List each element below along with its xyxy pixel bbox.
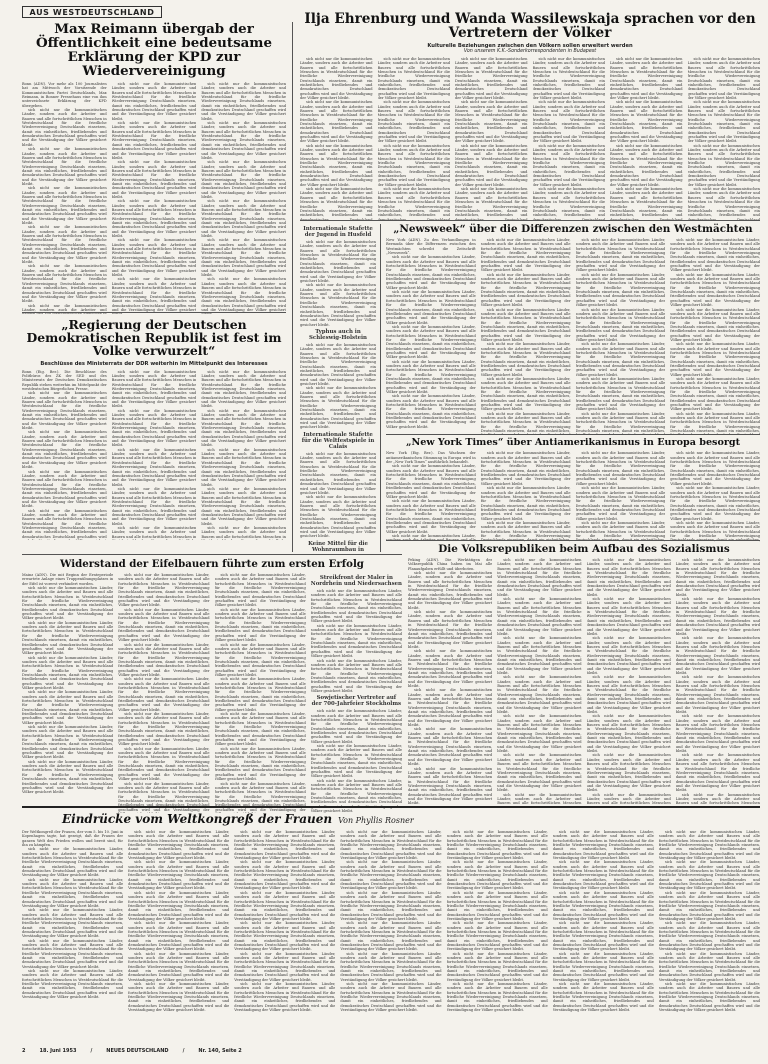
body-text: sich nicht nur die kommunistischen Länder, sondern auch die Arbeiter und Bauern und alle fortschrittlichen Menschen in Westdeutschland für die friedliche Wiedervereinigung Deutschlands einsetzen, damit ein einheitliches, friedliebendes und demokratisches Deutschland geschaffen wird und die Verständigung der Völker gesichert bleibt. [128,982,230,1013]
body-text: sich nicht nur die kommunistischen Länder, sondern auch die Arbeiter und Bauern und alle fortschrittlichen Menschen in Westdeutschland für die friedliche Wiedervereinigung Deutschlands einsetzen, damit ein einheitliches, friedliebendes und demokratisches Deutschland geschaffen wird und die Verständigung der Völker gesichert bleibt. [234,982,336,1013]
body-text: sich nicht nur die kommunistischen Länder, sondern auch die Arbeiter und Bauern und alle fortschrittlichen Menschen in Westdeutschland für die friedliche Wiedervereinigung Deutschlands einsetzen, damit ein einheitliches, friedliebendes und demokratisches Deutschland geschaffen wird und die Verständigung der Völker gesichert bleibt. [22,938,124,969]
body-text: sich nicht nur die kommunistischen Länder, sondern auch die Arbeiter und Bauern und alle fortschrittlichen Menschen in Westdeutschland für die friedliche Wiedervereinigung Deutschlands einsetzen, damit ein einheitliches, friedliebendes und demokratisches Deutschland geschaffen wird und die Verständigung der Völker gesichert bleibt. [408,688,493,728]
body-text: sich nicht nur die kommunistischen Länder, sondern auch die Arbeiter und Bauern und alle fortschrittlichen Menschen in Westdeutschland für die friedliche Wiedervereinigung Deutschlands einsetzen, damit ein einheitliches, friedliebendes und demokratisches Deutschland geschaffen wird und die Verständigung der Völker gesichert bleibt. [22,264,107,304]
body-text: sich nicht nur die kommunistischen Länder, sondern auch die Arbeiter und Bauern und alle fortschrittlichen Menschen in Westdeutschland für die friedliche Wiedervereinigung Deutschlands einsetzen, damit ein einheitliches, friedliebendes und demokratisches Deutschland geschaffen wird und die Verständigung der Völker gesichert bleibt. [22,430,107,470]
headline-ddr: „Regierung der Deutschen Demokratischen Republik ist fest im Volke verwurzelt“ [26,317,282,359]
body-text: sich nicht nur die kommunistischen Länder, sondern auch die Arbeiter und Bauern und alle fortschrittlichen Menschen in Westdeutschland für die friedliche Wiedervereinigung Deutschlands einsetzen, damit ein einheitliches, friedliebendes und demokratisches Deutschland geschaffen wird und die Verständigung der Völker gesichert bleibt. [128,860,230,891]
page-footer: 2 18. Juni 1953 / NEUES DEUTSCHLAND / Nr. 140, Seite 2 [22,1048,242,1054]
body-text: sich nicht nur die kommunistischen Länder, sondern auch die Arbeiter und Bauern und alle fortschrittlichen Menschen in Westdeutschland für die friedliche Wiedervereinigung Deutschlands einsetzen, damit ein einheitliches, friedliebendes und demokratisches Deutschland geschaffen wird und die Verständigung der Völker gesichert bleibt. [446,860,548,891]
headline-eifel: Widerstand der Eifelbauern führte zum ersten Erfolg [60,558,364,570]
body-text: sich nicht nur die kommunistischen Länder, sondern auch die Arbeiter und Bauern und alle fortschrittlichen Menschen in Westdeutschland für die friedliche Wiedervereinigung Deutschlands einsetzen, damit ein einheitliches, friedliebendes und demokratisches Deutschland geschaffen wird und die Verständigung der Völker gesichert bleibt. [22,847,124,878]
body-text: sich nicht nur die kommunistischen Länder, sondern auch die Arbeiter und Bauern und alle fortschrittlichen Menschen in Westdeutschland für die friedliche Wiedervereinigung Deutschlands einsetzen, damit ein einheitliches, friedliebendes und demokratisches Deutschland geschaffen wird und die Verständigung der Völker gesichert bleibt. [670,307,760,342]
body-text: sich nicht nur die kommunistischen Länder, sondern auch die Arbeiter und Bauern und alle fortschrittlichen Menschen in Westdeutschland für die friedliche Wiedervereinigung Deutschlands einsetzen, damit ein einheitliches, friedliebendes und demokratisches Deutschland geschaffen wird und die Verständigung der Völker gesichert bleibt. [480,342,571,377]
body-text: sich nicht nur die kommunistischen Länder, sondern auch die Arbeiter und Bauern und alle fortschrittlichen Menschen in Westdeutschland für die friedliche Wiedervereinigung Deutschlands einsetzen, damit ein einheitliches, friedliebendes und demokratisches Deutschland geschaffen wird und die Verständigung der Völker gesichert bleibt. [340,890,442,921]
body-text: sich nicht nur die kommunistischen Länder, sondern auch die Arbeiter und Bauern und alle fortschrittlichen Menschen in Westdeutschland für die friedliche Wiedervereinigung Deutschlands einsetzen, damit ein einheitliches, friedliebendes und demokratisches Deutschland geschaffen wird und die Verständigung der Völker gesichert bleibt. [340,921,442,952]
body-text: sich nicht nur die kommunistischen Länder, sondern auch die Arbeiter und Bauern und alle fortschrittlichen Menschen in Westdeutschland für die friedliche Wiedervereinigung Deutschlands einsetzen, damit ein einheitliches, friedliebendes und demokratisches Deutschland geschaffen wird und die Verständigung der Völker gesichert bleibt. [128,830,230,861]
body-text: sich nicht nur die kommunistischen Länder, sondern auch die Arbeiter und Bauern und alle fortschrittlichen Menschen in Westdeutschland für die friedliche Wiedervereinigung Deutschlands einsetzen, damit ein einheitliches, friedliebendes und demokratisches Deutschland geschaffen wird und die Verständigung der Völker gesichert bleibt. [234,921,336,952]
subhead-streik: Streikfront der Maler in Nordrhein und Niedersachsen [310,575,402,587]
body-text: sich nicht nur die kommunistischen Länder, sondern auch die Arbeiter und Bauern und alle fortschrittlichen Menschen in Westdeutschland für die friedliche Wiedervereinigung Deutschlands einsetzen, damit ein einheitliches, friedliebendes und demokratisches Deutschland geschaffen wird und die Verständigung der Völker gesichert bleibt. [377,100,450,144]
subhead-oesterreich: Keine Mittel für die Wohnraumbau in [308,540,368,552]
subhead-stafette-calais: Internationale Stafette für die Weltfestspiele in Calais [301,431,375,450]
body-text: sich nicht nur die kommunistischen Länder, sondern auch die Arbeiter und Bauern und alle fortschrittlichen Menschen in Westdeutschland für die friedliche Wiedervereinigung Deutschlands einsetzen, damit ein einheitliches, friedliebendes und demokratisches Deutschland geschaffen wird und die Verständigung der Völker gesichert bleibt. [111,199,197,239]
body-text: sich nicht nur die kommunistischen Länder, sondern auch die Arbeiter und Bauern und alle fortschrittlichen Menschen in Westdeutschland für die friedliche Wiedervereinigung Deutschlands einsetzen, damit ein einheitliches, friedliebendes und demokratisches Deutschland geschaffen wird und die Verständigung der Völker gesichert bleibt. [377,56,450,100]
body-text: sich nicht nur die kommunistischen Länder, sondern auch die Arbeiter und Bauern und alle fortschrittlichen Menschen in Westdeutschland für die friedliche Wiedervereinigung Deutschlands einsetzen, damit ein einheitliches, [480,411,571,434]
body-text: sich nicht nur die kommunistischen Länder, sondern auch die Arbeiter und Bauern und alle fortschrittlichen Menschen in Westdeutschland für die friedliche Wiedervereinigung Deutschlands einsetzen, damit ein einheitliches, friedliebendes und demokratisches Deutschland geschaffen wird und die Verständigung der Völker gesichert bleibt. [386,394,476,429]
body-text: sich nicht nur die kommunistischen Länder, sondern auch die Arbeiter und Bauern und alle fortschrittlichen Menschen in Westdeutschland für die friedliche Wiedervereinigung Deutschlands einsetzen, damit ein einheitliches, friedliebendes und demokratisches Deutschland geschaffen wird und die Verständigung der Völker gesichert bleibt. [214,573,306,608]
body-text: sich nicht nur die kommunistischen Länder, sondern auch die Arbeiter und Bauern und alle fortschrittlichen Menschen in Westdeutschland für die friedliche Wiedervereinigung Deutschlands einsetzen, damit ein einheitliches, friedliebendes und demokratisches Deutschland geschaffen wird und die Verständigung der Völker gesichert bleibt. [586,558,671,597]
body-text: sich nicht nur die kommunistischen Länder, sondern auch die Arbeiter und Bauern und alle fortschrittlichen Menschen in Westdeutschland für die friedliche Wiedervereinigung Deutschlands einsetzen, damit ein einheitliches, friedliebendes und [455,187,528,218]
article-reimann [22,22,286,314]
body-text: sich nicht nur die kommunistischen Länder, sondern auch die Arbeiter und Bauern und alle fortschrittlichen Menschen in Westdeutschland für die friedliche Wiedervereinigung Deutschlands einsetzen, damit ein einheitliches, friedliebendes und demokratisches Deutschland geschaffen wird und die Verständigung der Völker gesichert bleibt. [377,143,450,187]
headline-newsweek: „Newsweek“ über die Differenzen zwischen den Westmächten [393,223,753,235]
body-text: sich nicht nur die kommunistischen Länder, sondern auch die Arbeiter und Bauern und alle fortschrittlichen Menschen in Westdeutschland für die friedliche Wiedervereinigung Deutschlands einsetzen, damit ein einheitliches, friedliebendes und demokratisches Deutschland geschaffen wird und die Verständigung der Völker gesichert bleibt. [118,746,210,782]
body-text: sich nicht nur die kommunistischen Länder, sondern auch die Arbeiter und Bauern und alle fortschrittlichen Menschen in Westdeutschland für die friedliche Wiedervereinigung Deutschlands einsetzen, damit ein einheitliches, friedliebendes und [532,187,605,218]
body-text: sich nicht nur die kommunistischen Länder, sondern auch die Arbeiter und Bauern und alle fortschrittlichen Menschen in Westdeutschland für die friedliche Wiedervereinigung Deutschlands einsetzen, damit ein einheitliches, friedliebendes und demokratisches Deutschland geschaffen wird und die Verständigung der Völker gesichert bleibt. [586,597,671,636]
body-text: sich nicht nur die kommunistischen Länder, sondern auch die Arbeiter und Bauern und alle fortschrittlichen Menschen in Westdeutschland für die friedliche Wiedervereinigung Deutschlands einsetzen, damit ein einheitliches, friedliebendes und demokratisches Deutschland geschaffen wird und die Verständigung der Völker gesichert bleibt. [310,623,402,659]
body-text: sich nicht nur die kommunistischen Länder, sondern auch die Arbeiter und Bauern und alle fortschrittlichen Menschen in Westdeutschland für die friedliche Wiedervereinigung Deutschlands einsetzen, damit ein einheitliches, friedliebendes und demokratisches Deutschland geschaffen wird und die Verständigung der Völker gesichert bleibt. [300,240,376,284]
body-text: sich nicht nur die kommunistischen Länder, sondern auch die Arbeiter und Bauern und alle fortschrittlichen Menschen in Westdeutschland für die friedliche Wiedervereinigung Deutschlands einsetzen, damit ein einheitliches, friedliebendes und demokratisches Deutschland geschaffen wird und die Verständigung der Völker gesichert bleibt. [480,272,571,308]
body-text: sich nicht nur die kommunistischen Länder, sondern auch die Arbeiter und Bauern und alle fortschrittlichen Menschen in Westdeutschland für die friedliche Wiedervereinigung Deutschlands einsetzen, damit ein einheitliches, friedliebendes und demokratisches Deutschland geschaffen wird und die Verständigung der Völker gesichert bleibt. [670,451,760,486]
body-text: sich nicht nur die kommunistischen Länder, sondern auch die Arbeiter und Bauern und alle fortschrittlichen Menschen in Westdeutschland für die friedliche Wiedervereinigung Deutschlands einsetzen, damit ein einheitliches, friedliebendes und demokratisches Deutschland geschaffen wird und die Verständigung der Völker gesichert bleibt. [575,451,666,486]
body-text: sich nicht nur die kommunistischen Länder, sondern auch die Arbeiter und Bauern und alle fortschrittlichen Menschen in Westdeutschland für die friedliche Wiedervereinigung Deutschlands einsetzen, damit ein einheitliches, friedliebendes und demokratisches Deutschland geschaffen wird und die Verständigung der Völker gesichert bleibt. [118,677,210,712]
headline-volksrepubliken: Die Volksrepubliken beim Aufbau des Sozialismus [438,543,730,555]
body-text: sich nicht nur die kommunistischen Länder, sondern auch die Arbeiter und Bauern und alle fortschrittlichen Menschen in Westdeutschland für die friedliche Wiedervereinigung Deutschlands einsetzen, damit ein einheitliches, friedliebendes und demokratisches Deutschland geschaffen wird und die Verständigung der Völker gesichert bleibt. [214,607,306,643]
body-text: sich nicht nur die kommunistischen Länder, sondern auch die Arbeiter und Bauern und alle fortschrittlichen Menschen in Westdeutschland für die friedliche Wiedervereinigung Deutschlands einsetzen, damit ein einheitliches, friedliebendes und demokratisches Deutschland geschaffen wird und die Verständigung der Völker gesichert bleibt. [22,147,107,186]
body-text: sich nicht nur die kommunistischen Länder, sondern auch die Arbeiter und Bauern und alle fortschrittlichen Menschen in [201,525,287,539]
article-ddr [22,318,286,540]
body-text: sich nicht nur die kommunistischen Länder, sondern auch die Arbeiter und Bauern und alle fortschrittlichen Menschen in Westdeutschland für die friedliche Wiedervereinigung Deutschlands einsetzen, damit ein einheitliches, friedliebendes und demokratisches Deutschland geschaffen wird und die Verständigung der Völker gesichert bleibt. [408,649,493,688]
body-text: sich nicht nur die kommunistischen Länder, sondern auch die Arbeiter und Bauern und alle fortschrittlichen Menschen in Westdeutschland für die friedliche Wiedervereinigung Deutschlands einsetzen, damit ein einheitliches, friedliebendes und demokratisches Deutschland geschaffen wird und die Verständigung der Völker gesichert bleibt. [201,199,287,239]
body-text: sich nicht nur die kommunistischen Länder, sondern auch die Arbeiter und Bauern und alle fortschrittlichen Menschen in Westdeutschland für die friedliche Wiedervereinigung Deutschlands einsetzen, damit ein einheitliches, friedliebendes und demokratisches Deutschland geschaffen wird und die Verständigung der Völker gesichert bleibt. [586,636,671,675]
subhead-stockholm: Sowjetischer Vertreter auf der 700-Jahrfeier Stockholms [311,695,402,708]
body-text: sich nicht nur die kommunistischen Länder, sondern auch die Arbeiter und Bauern und alle fortschrittlichen Menschen in Westdeutschland für die friedliche Wiedervereinigung Deutschlands einsetzen, damit ein einheitliches, friedliebendes und demokratisches Deutschland geschaffen wird und die Verständigung der Völker gesichert bleibt. [675,675,760,715]
body-text: sich nicht nur die kommunistischen Länder, sondern auch die Arbeiter und Bauern und alle fortschrittlichen Menschen in Westdeutschland für die friedliche Wiedervereinigung Deutschlands einsetzen, damit ein einheitliches, friedliebendes und demokratisches Deutschland geschaffen wird und die Verständigung der Völker gesichert bleibt. [658,890,760,921]
body-text: sich nicht nur die kommunistischen Länder, sondern auch die Arbeiter und Bauern und alle fortschrittlichen Menschen in Westdeutschland für die friedliche Wiedervereinigung Deutschlands einsetzen, damit ein einheitliches, friedliebendes und demokratisches Deutschland geschaffen wird und die Verständigung der Völker gesichert bleibt. [22,725,114,760]
byline-ehrenburg: Von unserem K.K.-Sonderkorrespondenten in Budapest [463,48,597,54]
body-text: sich nicht nur die kommunistischen Länder, sondern auch die Arbeiter und Bauern und alle fortschrittlichen Menschen in Westdeutschland für die friedliche Wiedervereinigung Deutschlands einsetzen, damit ein einheitliches, friedliebendes und demokratisches Deutschland geschaffen wird und die Verständigung der Völker gesichert bleibt. [480,486,571,521]
body-text: sich nicht nur die kommunistischen Länder, sondern auch die Arbeiter und Bauern und alle fortschrittlichen Menschen in Westdeutschland für die friedliche Wiedervereinigung Deutschlands einsetzen, damit ein einheitliches, friedliebendes und demokratisches Deutschland geschaffen wird und die Verständigung der Völker gesichert bleibt. [687,143,760,187]
section-label: AUS WESTDEUTSCHLAND [22,6,162,18]
body-text: sich nicht nur die kommunistischen Länder, sondern auch die Arbeiter und Bauern und alle fortschrittlichen Menschen in Westdeutschland für die friedliche Wiedervereinigung Deutschlands einsetzen, damit ein einheitliches, friedliebendes und demokratisches Deutschland geschaffen wird und die Verständigung der Völker gesichert bleibt. [128,890,230,921]
body-text: sich nicht nur die kommunistischen Länder, sondern auch die Arbeiter und Bauern und alle fortschrittlichen Menschen in Westdeutschland für die friedliche Wiedervereinigung Deutschlands einsetzen, damit ein einheitliches, friedliebendes und demokratisches Deutschland geschaffen wird und die Verständigung der Völker gesichert bleibt. [497,558,582,597]
body-text: sich nicht nur die kommunistischen Länder, sondern auch die Arbeiter und Bauern und alle fortschrittlichen Menschen in Westdeutschland für die friedliche Wiedervereinigung Deutschlands einsetzen, damit ein einheitliches, friedliebendes und demokratisches Deutschland geschaffen wird und die Verständigung der Völker gesichert bleibt. [446,890,548,921]
body-text: sich nicht nur die kommunistischen Länder, sondern auch die Arbeiter und Bauern und alle fortschrittlichen Menschen in Westdeutschland für die friedliche Wiedervereinigung Deutschlands einsetzen, damit ein einheitliches, friedliebendes und demokratisches Deutschland geschaffen wird und die Verständigung der Völker gesichert bleibt. [201,408,287,448]
body-text: sich nicht nur die kommunistischen Länder, sondern auch die Arbeiter und Bauern und alle fortschrittlichen Menschen in Westdeutschland für die friedliche Wiedervereinigung Deutschlands einsetzen, damit ein einheitliches, friedliebendes und demokratisches Deutschland geschaffen wird und die Verständigung der Völker gesichert bleibt. [670,238,760,273]
body-text: sich nicht nur die kommunistischen Länder, sondern auch die Arbeiter und Bauern und alle fortschrittlichen Menschen in Westdeutschland für die friedliche Wiedervereinigung Deutschlands einsetzen, damit ein einheitliches, friedliebendes und demokratisches Deutschland geschaffen wird und die Verständigung der Völker gesichert bleibt. [310,589,402,624]
body-text: sich nicht nur die kommunistischen Länder, sondern auch die Arbeiter und Bauern und alle fortschrittlichen Menschen in Westdeutschland für die friedliche Wiedervereinigung Deutschlands einsetzen, damit ein einheitliches, friedliebendes und demokratisches Deutschland geschaffen wird und die Verständigung der Völker gesichert bleibt. [300,386,376,430]
issue-date: 18. Juni 1953 [39,1048,77,1054]
body-text: sich nicht nur die kommunistischen Länder, sondern auch die Arbeiter und Bauern und alle fortschrittlichen Menschen in Westdeutschland für die friedliche Wiedervereinigung Deutschlands einsetzen, damit ein einheitliches, geschaffen wird und die Verständigung der [214,781,306,812]
body-text: sich nicht nur die kommunistischen Länder, sondern auch die Arbeiter und Bauern und alle fortschrittlichen Menschen in Westdeutschland für die friedliche Wiedervereinigung Deutschlands einsetzen, damit ein einheitliches, friedliebendes und demokratisches Deutschland geschaffen wird [22,508,107,539]
body-text: sich nicht nur die kommunistischen Länder, sondern auch die Arbeiter und Bauern und alle fortschrittlichen Menschen in Westdeutschland für die friedliche Wiedervereinigung Deutschlands einsetzen, damit ein einheitliches, friedliebendes und demokratisches Deutschland geschaffen wird und die Verständigung der Völker gesichert bleibt. [340,860,442,891]
body-text: sich nicht nur die kommunistischen Länder, sondern auch die Arbeiter und Bauern und alle fortschrittlichen Menschen in Westdeutschland für die friedliche Wiedervereinigung Deutschlands einsetzen, damit ein einheitliches, friedliebendes und demokratisches Deutschland geschaffen wird und die Verständigung der Völker gesichert bleibt. [455,100,528,144]
body-text: sich nicht nur die kommunistischen Länder, sondern auch die Arbeiter und Bauern und alle fortschrittlichen Menschen in Westdeutschland für die friedliche Wiedervereinigung Deutschlands einsetzen, damit ein einheitliches, friedliebendes und demokratisches Deutschland geschaffen wird und die Verständigung der Völker gesichert bleibt. [310,658,402,693]
body-text: sich nicht nur die kommunistischen Länder, sondern auch die Arbeiter und Bauern und alle fortschrittlichen Menschen in Westdeutschland für die friedliche Wiedervereinigung Deutschlands einsetzen, damit ein einheitliches, friedliebendes und demokratisches Deutschland geschaffen wird und die Verständigung der Völker gesichert bleibt. [386,499,476,534]
body-text: sich nicht nur die kommunistischen Länder, sondern auch die Arbeiter und Bauern und alle fortschrittlichen Menschen in Westdeutschland für die friedliche Wiedervereinigung Deutschlands einsetzen, damit ein einheitliches, friedliebendes und demokratisches Deutschland geschaffen wird und die Verständigung der Völker gesichert bleibt. [455,56,528,100]
article-volksrepubliken [408,544,760,806]
body-text: sich nicht nur die kommunistischen Länder, sondern auch die Arbeiter und Bauern und alle fortschrittlichen Menschen in Westdeutschland für die friedliche Wiedervereinigung Deutschlands einsetzen, damit ein einheitliches, friedliebendes und demokratisches Deutschland geschaffen wird und die Verständigung der Völker gesichert bleibt. [300,143,373,187]
body-text: sich nicht nur die kommunistischen Länder, sondern auch die Arbeiter und Bauern und alle fortschrittlichen Menschen in Westdeutschland für die friedliche Wiedervereinigung Deutschlands einsetzen, damit ein einheitliches, friedliebendes und demokratisches Deutschland geschaffen wird und die Verständigung der Völker gesichert bleibt. [22,620,114,656]
newspaper-page [22,6,760,1056]
body-text: sich nicht nur die kommunistischen Länder, sondern auch die Arbeiter und Bauern und alle fortschrittlichen Menschen in Westdeutschland für die friedliche Wiedervereinigung Deutschlands einsetzen, damit ein einheitliches, [670,411,760,434]
subhead-ehrenburg: Kulturelle Beziehungen zwischen den Völkern sollen erweitert werden [427,42,633,49]
body-text: sich nicht nur die kommunistischen Länder, sondern auch die Arbeiter und Bauern und alle fortschrittlichen Menschen in Westdeutschland für die friedliche Wiedervereinigung Deutschlands einsetzen, damit ein einheitliches, friedliebendes und demokratisches Deutschland geschaffen wird und die Verständigung der Völker gesichert bleibt. [22,469,107,509]
body-text: sich nicht nur die kommunistischen Länder, sondern auch die Arbeiter und Bauern und alle fortschrittlichen Menschen in Westdeutschland für die friedliche Wiedervereinigung Deutschlands einsetzen, damit ein einheitliches, friedliebendes und demokratisches Deutschland geschaffen wird und die Verständigung der Völker gesichert bleibt. [111,486,197,526]
body-text: sich nicht nur die kommunistischen Länder, sondern auch die Arbeiter und Bauern und alle fortschrittlichen Menschen in Westdeutschland für die friedliche Wiedervereinigung Deutschlands einsetzen, damit ein einheitliches, friedliebendes und demokratisches Deutschland geschaffen wird und die Verständigung der Völker gesichert bleibt. [118,607,210,643]
body-text: sich nicht nur die kommunistischen Länder, sondern auch die Arbeiter und Bauern und alle fortschrittlichen Menschen [497,792,582,806]
body-text: sich nicht nur die kommunistischen Länder, sondern auch die Arbeiter und Bauern und alle fortschrittlichen Menschen in Westdeutschland für die friedliche Wiedervereinigung Deutschlands einsetzen, damit ein einheitliches, friedliebendes und demokratisches Deutschland geschaffen wird und die Verständigung der Völker gesichert bleibt. [408,727,493,767]
body-text: sich nicht nur die kommunistischen Länder, sondern auch die Arbeiter und Bauern und alle fortschrittlichen Menschen in Westdeutschland für die friedliche Wiedervereinigung Deutschlands einsetzen, damit ein einheitliches, friedliebendes und demokratisches Deutschland geschaffen wird und die Verständigung der Völker gesichert bleibt. [128,951,230,982]
body-text: sich nicht nur die kommunistischen Länder, sondern auch die Arbeiter und Bauern und alle fortschrittlichen Menschen in Westdeutschland für die friedliche Wiedervereinigung Deutschlands einsetzen, damit ein einheitliches, friedliebendes und demokratisches Deutschland geschaffen wird und die Verständigung der Völker gesichert bleibt. [675,558,760,597]
body-text: sich nicht nur die kommunistischen Länder, sondern auch die Arbeiter und Bauern und alle fortschrittlichen Menschen in Westdeutschland für die friedliche Wiedervereinigung Deutschlands einsetzen, damit ein einheitliches, friedliebendes und demokratisches Deutschland geschaffen wird und die Verständigung der Völker gesichert bleibt. [670,342,760,377]
body-text: sich nicht nur die kommunistischen Länder, sondern auch die Arbeiter und Bauern und alle fortschrittlichen Menschen in Westdeutschland für die friedliche Wiedervereinigung Deutschlands einsetzen, damit ein einheitliches, friedliebendes und demokratisches Deutschland geschaffen wird und die Verständigung der Völker gesichert bleibt. [234,830,336,861]
body-text: sich nicht nur die kommunistischen Länder, sondern auch die Arbeiter und Bauern und alle fortschrittlichen Menschen in Westdeutschland für die friedliche Wiedervereinigung Deutschlands einsetzen, damit ein einheitliches, friedliebendes und demokratisches Deutschland geschaffen wird und die Verständigung der Völker gesichert bleibt. [552,860,654,891]
body-text: sich nicht nur die kommunistischen Länder, sondern auch die Arbeiter und Bauern und alle fortschrittlichen Menschen in Westdeutschland für die friedliche Wiedervereinigung Deutschlands einsetzen, damit ein einheitliches, friedliebendes und demokratisches Deutschland geschaffen wird und die Verständigung der Völker gesichert bleibt. [687,56,760,100]
body-text: sich nicht nur die kommunistischen Länder, sondern auch die Arbeiter und Bauern und alle fortschrittlichen Menschen in Westdeutschland für die friedliche Wiedervereinigung Deutschlands einsetzen, damit ein einheitliches, friedliebendes und demokratisches Deutschland geschaffen wird und die Verständigung der Völker gesichert bleibt. [234,860,336,891]
body-text: sich nicht nur die kommunistischen Länder, sondern auch die Arbeiter und Bauern und alle fortschrittlichen Menschen in Westdeutschland für die friedliche Wiedervereinigung Deutschlands einsetzen, damit ein einheitliches, friedliebendes und demokratisches Deutschland geschaffen wird und die Verständigung der Völker gesichert bleibt. [201,160,287,199]
body-text: sich nicht nur die kommunistischen Länder, sondern auch die Arbeiter und Bauern und alle fortschrittlichen Menschen in Westdeutschland für die friedliche Wiedervereinigung Deutschlands einsetzen, damit ein einheitliches, friedliebendes und demokratisches Deutschland geschaffen wird und die Verständigung der Völker gesichert bleibt. [552,830,654,861]
body-text: sich nicht nur die kommunistischen Länder, sondern auch die Arbeiter und Bauern und alle fortschrittlichen Menschen in Westdeutschland für die friedliche Wiedervereinigung Deutschlands einsetzen, damit ein einheitliches, friedliebendes und demokratisches Deutschland geschaffen wird und die Verständigung der Völker gesichert bleibt. [687,100,760,144]
body-text: sich nicht nur die kommunistischen Länder, sondern auch die Arbeiter und Bauern und alle fortschrittlichen Menschen in Westdeutschland für die friedliche Wiedervereinigung [670,520,760,538]
dateline-reimann: Bonn (ADN). Vor mehr als 100 Journalisten hat am Mittwoch der Vorsitzende der Kommunistischen Partei Deutschlands, Max Reimann, in Bonner Pressehaus eine von ihm unterzeichnete Erklärung der KPD übergeben. [22,82,107,108]
body-text: sich nicht nur die kommunistischen Länder, sondern auch die Arbeiter und Bauern und alle fortschrittlichen Menschen in Westdeutschland für die friedliche Wiedervereinigung Deutschlands einsetzen, damit ein einheitliches, friedliebendes und demokratisches Deutschland geschaffen wird und die Verständigung der Völker gesichert bleibt. [118,642,210,677]
body-text: sich nicht nur die kommunistischen Länder, sondern auch die Arbeiter und Bauern und alle fortschrittlichen Menschen in Westdeutschland für die friedliche Wiedervereinigung Deutschlands einsetzen, damit ein einheitliches, friedliebendes und demokratisches Deutschland geschaffen wird und die Verständigung der Völker gesichert bleibt. [340,951,442,982]
subhead-typhus: Typhus auch in Schleswig-Holstein [309,328,367,341]
body-text: sich nicht nur die kommunistischen Länder, sondern auch die Arbeiter und Bauern und alle fortschrittlichen Menschen in Westdeutschland für die friedliche Wiedervereinigung Deutschlands einsetzen, damit ein einheitliches, friedliebendes und demokratisches Deutschland geschaffen wird und die Verständigung der Völker gesichert bleibt. [675,597,760,636]
body-text: sich nicht nur die kommunistischen Länder, sondern auch die Arbeiter und Bauern und alle fortschrittlichen Menschen in Westdeutschland für die friedliche Wiedervereinigung Deutschlands einsetzen, damit ein einheitliches, friedliebendes und demokratisches Deutschland geschaffen wird und die Verständigung der Völker gesichert bleibt. [310,709,402,744]
body-text: sich nicht nur die kommunistischen Länder, sondern auch die Arbeiter und Bauern und alle fortschrittlichen Menschen in Westdeutschland für die friedliche Wiedervereinigung Deutschlands einsetzen, damit ein einheitliches, friedliebendes und demokratisches Deutschland geschaffen wird und die Verständigung der Völker gesichert bleibt. [201,238,287,278]
body-text: sich nicht nur die kommunistischen Länder, sondern auch die Arbeiter und Bauern und alle fortschrittlichen Menschen in Westdeutschland für die friedliche Wiedervereinigung Deutschlands einsetzen, damit ein einheitliches, friedliebendes und demokratisches Deutschland geschaffen wird und die Verständigung der Völker gesichert bleibt. [22,186,107,225]
body-text: sich nicht nur die kommunistischen Länder, sondern auch die Arbeiter und Bauern und alle fortschrittlichen Menschen in Westdeutschland für die friedliche Wiedervereinigung Deutschlands einsetzen, damit ein einheitliches, friedliebendes und demokratisches Deutschland geschaffen wird und die Verständigung der Völker gesichert bleibt. [670,272,760,308]
body-text: sich nicht nur die kommunistischen Länder, sondern auch die Arbeiter und Bauern und alle fortschrittlichen Menschen in Westdeutschland für die friedliche Wiedervereinigung Deutschlands einsetzen, damit ein einheitliches, friedliebendes und demokratisches Deutschland geschaffen wird und die Verständigung der Völker gesichert bleibt. [658,921,760,952]
body-text: sich nicht nur die kommunistischen Länder, sondern auch die Arbeiter und Bauern und alle fortschrittlichen Menschen [586,792,671,806]
body-text: sich nicht nur die kommunistischen Länder, sondern auch die Arbeiter und Bauern und alle fortschrittlichen Menschen in Westdeutschland für die friedliche Wiedervereinigung Deutschlands einsetzen, damit ein einheitliches, friedliebendes und demokratisches Deutschland geschaffen wird und die Verständigung der Völker gesichert bleibt. [234,951,336,982]
body-text: sich nicht nur die kommunistischen Länder, sondern auch die Arbeiter und Bauern und alle fortschrittlichen Menschen in Westdeutschland für die friedliche Wiedervereinigung Deutschlands einsetzen, damit ein einheitliches, friedliebendes und demokratisches Deutschland geschaffen wird und die Verständigung der Völker gesichert bleibt. [497,753,582,793]
body-text: sich nicht nur die kommunistischen Länder, sondern auch die Arbeiter und Bauern und alle fortschrittlichen Menschen in Westdeutschland für die friedliche Wiedervereinigung Deutschlands einsetzen, damit ein einheitliches, friedliebendes und demokratisches Deutschland geschaffen wird und die Verständigung der Völker gesichert bleibt. [111,447,197,487]
body-text: sich nicht nur die kommunistischen Länder, sondern auch die Arbeiter und Bauern und alle fortschrittlichen Menschen in Westdeutschland für die friedliche Wiedervereinigung Deutschlands einsetzen, damit ein einheitliches, friedliebendes und demokratisches Deutschland Völker gesichert bleibt. [310,778,402,813]
body-text: sich nicht nur die kommunistischen Länder, sondern auch die Arbeiter und Bauern und alle fortschrittlichen Menschen in Westdeutschland für die friedliche Wiedervereinigung Deutschlands einsetzen, damit ein einheitliches, friedliebendes und demokratisches Deutschland geschaffen wird und die Verständigung der Völker gesichert bleibt. [497,675,582,715]
body-text: sich nicht nur die kommunistischen Länder, sondern auch die Arbeiter und Bauern und alle fortschrittlichen Menschen in Westdeutschland für die friedliche Wiedervereinigung Deutschlands einsetzen, damit ein einheitliches, friedliebendes und demokratisches Deutschland geschaffen wird und die Verständigung der Völker gesichert bleibt. [111,121,197,160]
body-text: sich nicht nur die kommunistischen Länder, sondern auch die Arbeiter und Bauern und alle fortschrittlichen Menschen in Westdeutschland für die friedliche Wiedervereinigung Deutschlands einsetzen, damit ein einheitliches, friedliebendes und demokratisches Deutschland geschaffen wird und die Verständigung der Völker gesichert bleibt. [22,108,107,147]
article-newsweek [386,224,760,434]
body-text: sich nicht nur die kommunistischen Länder, sondern auch die Arbeiter und Bauern und alle fortschrittlichen Menschen in Westdeutschland für die friedliche Wiedervereinigung Deutschlands einsetzen, damit ein einheitliches, friedliebendes und demokratisches Deutschland geschaffen wird und die Verständigung der Völker gesichert bleibt. [214,677,306,712]
body-text: sich nicht nur die kommunistischen Länder, sondern auch die Arbeiter und Bauern und alle fortschrittlichen Menschen in Westdeutschland für die friedliche Wiedervereinigung Deutschlands einsetzen, damit ein einheitliches, friedliebendes und demokratisches Deutschland geschaffen wird und die Verständigung der Völker gesichert bleibt. [111,408,197,448]
body-text: sich nicht nur die kommunistischen Länder, sondern auch die Arbeiter und Bauern und alle fortschrittlichen Menschen in Westdeutschland für die friedliche Wiedervereinigung Deutschlands einsetzen, damit ein einheitliches, friedliebendes und demokratisches Deutschland geschaffen wird und die Verständigung der Völker gesichert bleibt. [340,982,442,1013]
body-text: sich nicht nur die kommunistischen Länder, sondern auch die Arbeiter und Bauern und alle fortschrittlichen Menschen in Westdeutschland für die friedliche Wiedervereinigung Deutschlands einsetzen, damit ein einheitliches, friedliebendes und demokratisches Deutschland geschaffen wird und die Verständigung der Völker gesichert bleibt. [300,56,373,100]
body-text: sich nicht nur die kommunistischen Länder, sondern auch die Arbeiter und Bauern und alle fortschrittlichen Menschen in Westdeutschland für die friedliche Wiedervereinigung Deutschlands einsetzen, damit ein einheitliches, friedliebendes und demokratisches Deutschland geschaffen wird und die Verständigung der Völker gesichert bleibt. [111,369,197,409]
body-text: sich nicht nur die kommunistischen Länder, sondern auch die Arbeiter und Bauern und alle fortschrittlichen Menschen in Westdeutschland für die friedliche Wiedervereinigung Deutschlands einsetzen, damit ein einheitliches, friedliebendes und demokratisches Deutschland geschaffen wird und die Verständigung der Völker gesichert bleibt. [386,255,476,290]
body-text: sich nicht nur die kommunistischen Länder, sondern auch die Arbeiter und Bauern und alle fortschrittlichen Menschen in Westdeutschland für die friedliche Wiedervereinigung Deutschlands einsetzen, damit ein einheitliches, friedliebendes und demokratisches Deutschland geschaffen wird und die Verständigung der Völker gesichert bleibt. [586,675,671,715]
body-text: sich nicht nur die kommunistischen Länder, sondern auch die Arbeiter und Bauern und alle fortschrittlichen Menschen in Westdeutschland für die friedliche Wiedervereinigung Deutschlands einsetzen, damit ein einheitliches, friedliebendes und demokratisches Deutschland geschaffen wird und die Verständigung der Völker gesichert bleibt. [300,100,373,144]
body-text: sich nicht nur die kommunistischen Länder, sondern auch die Arbeiter und Bauern und alle fortschrittlichen Menschen in Westdeutschland für die friedliche Wiedervereinigung Deutschlands einsetzen, damit ein einheitliches, friedliebendes und demokratisches Deutschland geschaffen wird und die Verständigung der Völker gesichert bleibt. [22,759,114,795]
body-text: sich nicht nur die kommunistischen Länder, sondern auch die Arbeiter und Bauern und alle fortschrittlichen Menschen in Westdeutschland für die friedliche Wiedervereinigung Deutschlands einsetzen, damit ein einheitliches, friedliebendes und demokratisches Deutschland geschaffen wird und die Verständigung der Völker gesichert bleibt. [201,486,287,526]
body-text: sich nicht nur die kommunistischen Länder, sondern auch die Arbeiter und Bauern und alle fortschrittlichen Menschen in Westdeutschland für die friedliche Wiedervereinigung Deutschlands einsetzen, damit ein einheitliches, friedliebendes und demokratisches Deutschland geschaffen wird und die Verständigung der Völker gesichert bleibt. [610,56,683,100]
short-news-column [300,224,376,552]
body-text: sich nicht nur die kommunistischen Länder, sondern auch die Arbeiter und Bauern und alle fortschrittlichen Menschen in Westdeutschland für die friedliche Wiedervereinigung Deutschlands einsetzen, damit ein einheitliches, friedliebendes und demokratisches Deutschland geschaffen wird und die Verständigung der Völker gesichert bleibt. [214,712,306,747]
article-ehrenburg [300,12,760,222]
body-text: sich nicht nur die kommunistischen Länder, sondern auch die Arbeiter und Bauern und alle fortschrittlichen Menschen in Westdeutschland für die friedliche Wiedervereinigung Deutschlands einsetzen, damit ein einheitliches, friedliebendes und demokratisches Deutschland geschaffen wird und die Verständigung der Völker gesichert bleibt. [446,982,548,1013]
body-text: sich nicht nur die kommunistischen Länder, sondern auch die Arbeiter und Bauern und alle fortschrittlichen Menschen in Westdeutschland für die friedliche Wiedervereinigung Deutschlands einsetzen, damit ein einheitliches, friedliebendes und demokratisches Deutschland geschaffen wird und die Verständigung der Völker gesichert bleibt. [586,714,671,754]
body-text: sich nicht nur die kommunistischen Länder, sondern auch die Arbeiter und Bauern und alle fortschrittlichen Menschen in Westdeutschland für die friedliche Wiedervereinigung Deutschlands einsetzen, damit ein einheitliches, friedliebendes und demokratisches Deutschland geschaffen wird und die Verständigung der Völker gesichert bleibt. [658,830,760,861]
body-text: sich nicht nur die kommunistischen Länder, sondern auch die Arbeiter und Bauern und alle fortschrittlichen Menschen in Westdeutschland für die friedliche Wiedervereinigung Deutschlands einsetzen, damit ein einheitliches, friedliebendes und demokratisches Deutschland geschaffen wird und die Verständigung der Völker gesichert bleibt. [386,324,476,360]
body-text: sich nicht nur die kommunistischen Länder, sondern auch die Arbeiter und Bauern und alle fortschrittlichen Menschen in Westdeutschland für die friedliche Wiedervereinigung Deutschlands einsetzen, damit ein einheitliches, friedliebendes und demokratisches Deutschland geschaffen wird und die Verständigung der Völker gesichert bleibt. [386,290,476,325]
article-eifel [22,559,402,813]
body-text: sich nicht nur die kommunistischen Länder, sondern auch die Arbeiter und Bauern und alle fortschrittlichen Menschen in Westdeutschland für die friedliche Wiedervereinigung Deutschlands einsetzen, damit ein einheitliches, friedliebendes und demokratisches Deutschland geschaffen wird und die Verständigung der Völker gesichert bleibt. [22,969,124,1000]
body-text: sich nicht nur die kommunistischen Länder, sondern auch die Arbeiter und Bauern und alle fortschrittlichen Menschen in Westdeutschland für die friedliche Wiedervereinigung Deutschlands einsetzen, damit ein einheitliches, friedliebendes und demokratisches Deutschland geschaffen wird und die Verständigung der Völker gesichert bleibt. [446,830,548,861]
body-text: sich nicht nur die kommunistischen Länder, sondern auch die Arbeiter und Bauern und alle fortschrittlichen Menschen in Westdeutschland für die friedliche Wiedervereinigung Deutschlands einsetzen, damit ein einheitliches, friedliebendes und demokratisches Deutschland geschaffen wird und die Verständigung der Völker gesichert bleibt. [111,238,197,278]
body-text: sich nicht nur die kommunistischen Länder, sondern auch die Arbeiter und Bauern und alle fortschrittlichen Menschen in Westdeutschland für die friedliche Wiedervereinigung Deutschlands einsetzen, damit ein einheitliches, friedliebendes und demokratisches Deutschland geschaffen wird und die Verständigung der Völker gesichert bleibt. [201,369,287,409]
body-text: sich nicht nur die kommunistischen Länder, sondern auch die Arbeiter und Bauern und alle fortschrittlichen Menschen in Westdeutschland für die friedliche Wiedervereinigung Deutschlands einsetzen, damit ein einheitliches, friedliebendes und demokratisches Deutschland geschaffen wird und die Verständigung der Völker gesichert bleibt. [22,908,124,939]
body-text: sich nicht nur die kommunistischen Länder, sondern auch die Arbeiter und Bauern und alle fortschrittlichen Menschen in Westdeutschland für die friedliche Wiedervereinigung Deutschlands einsetzen, damit ein einheitliches, friedliebendes und demokratisches Deutschland geschaffen wird und die Verständigung der Völker gesichert bleibt. [575,272,666,308]
body-text: sich nicht nur die kommunistischen Länder, sondern auch die Arbeiter und Bauern und alle fortschrittlichen Menschen in Westdeutschland für die friedliche Wiedervereinigung Deutschlands einsetzen, damit ein einheitliches, friedliebendes und demokratisches Deutschland geschaffen wird und die Verständigung der Völker gesichert bleibt. [532,56,605,100]
body-text: sich nicht nur die kommunistischen Länder, sondern auch die Arbeiter und Bauern und alle fortschrittlichen Menschen in Westdeutschland für die friedliche Wiedervereinigung Deutschlands einsetzen, damit ein einheitliches, friedliebendes und [610,187,683,218]
body-text: sich nicht nur die kommunistischen Länder, sondern auch die Arbeiter und Bauern und alle fortschrittlichen Menschen in Westdeutschland für die friedliche Wiedervereinigung Deutschlands einsetzen, damit ein einheitliches, friedliebendes und demokratisches Deutschland geschaffen wird und die Verständigung der Völker gesichert bleibt. [552,982,654,1013]
body-text: sich nicht nur die kommunistischen Länder, sondern auch die Arbeiter und Bauern und alle fortschrittlichen Menschen in Westdeutschland für die friedliche Wiedervereinigung Deutschlands einsetzen, damit ein einheitliches, friedliebendes und [377,187,450,218]
body-text: sich nicht nur die kommunistischen Länder, sondern auch die Arbeiter und Bauern und alle fortschrittlichen Menschen in Westdeutschland für die friedliche Wiedervereinigung Deutschlands einsetzen, damit ein einheitliches, friedliebendes und demokratisches Deutschland geschaffen wird und die Verständigung der Völker gesichert bleibt. [552,951,654,982]
body-text: sich nicht nur die kommunistischen Länder, sondern auch die Arbeiter und Bauern und alle fortschrittlichen Menschen in Westdeutschland für die friedliche Wiedervereinigung Deutschlands einsetzen, damit ein einheitliches, friedliebendes und demokratisches Deutschland geschaffen wird und die Verständigung der Völker gesichert bleibt. [201,82,287,121]
body-text: sich nicht nur die kommunistischen Länder, sondern auch die Arbeiter und Bauern und alle fortschrittlichen Menschen in Westdeutschland für die friedliche Wiedervereinigung Deutschlands einsetzen, damit ein einheitliches, friedliebendes und demokratisches Deutschland geschaffen wird und die Verständigung der Völker gesichert bleibt. [22,690,114,725]
headline-ehrenburg: Ilja Ehrenburg und Wanda Wassilewskaja sprachen vor den Vertretern der Völker [304,11,756,42]
body-text: sich nicht nur die kommunistischen Länder, sondern auch die Arbeiter und Bauern und alle fortschrittlichen Menschen in Westdeutschland für die friedliche Wiedervereinigung Deutschlands einsetzen, damit ein einheitliches, friedliebendes und demokratisches Deutschland geschaffen wird und die Verständigung der Völker gesichert bleibt. [658,982,760,1013]
body-text: sich nicht nur die kommunistischen Länder, sondern auch die Arbeiter und Bauern und alle fortschrittlichen Menschen in Westdeutschland für die friedliche Wiedervereinigung Deutschlands einsetzen, damit ein einheitliches, friedliebendes und demokratisches Deutschland geschaffen wird und die Verständigung der Völker gesichert bleibt. [22,877,124,908]
body-text: sich nicht nur die kommunistischen Länder, sondern auch die Arbeiter und Bauern und alle fortschrittlichen Menschen in Westdeutschland für die friedliche Wiedervereinigung Deutschlands einsetzen, damit ein einheitliches, friedliebendes und demokratisches Deutschland geschaffen wird und die Verständigung der Völker gesichert bleibt. [386,464,476,499]
body-text: sich nicht nur die kommunistischen Länder, sondern auch die Arbeiter und Bauern und alle fortschrittlichen Menschen in Westdeutschland für die friedliche Wiedervereinigung Deutschlands einsetzen, damit ein einheitliches, friedliebendes und demokratisches Deutschland geschaffen wird und die Verständigung der Völker gesichert bleibt. [610,100,683,144]
body-text: sich nicht nur die kommunistischen Länder, sondern auch die Arbeiter und Bauern und alle fortschrittlichen Menschen in Westdeutschland für die friedliche Wiedervereinigung Deutschlands einsetzen, damit ein einheitliches, friedliebendes und demokratisches Deutschland geschaffen wird und die Verständigung der Völker gesichert bleibt. [575,377,666,412]
body-text: sich nicht nur die kommunistischen Länder, sondern auch die Arbeiter und Bauern und alle fortschrittlichen Menschen in Westdeutschland für die friedliche Wiedervereinigung Deutschlands einsetzen, damit ein einheitliches, [575,411,666,434]
body-text: sich nicht nur die kommunistischen Länder, sondern auch die Arbeiter und Bauern und alle fortschrittlichen Menschen in Westdeutschland für die friedliche Wiedervereinigung Deutschlands einsetzen, damit ein einheitliches, friedliebendes und demokratisches Deutschland geschaffen wird und die Verständigung der Völker gesichert bleibt. [575,486,666,521]
page-number: 2 [22,1048,26,1054]
body-text: sich nicht nur die kommunistischen Länder, sondern auch die Arbeiter und Bauern und alle fortschrittlichen Menschen in Westdeutschland für die friedliche Wiedervereinigung Deutschlands einsetzen, damit ein einheitliches, friedliebendes und demokratisches Deutschland geschaffen wird und die Verständigung der Völker gesichert bleibt. [118,712,210,747]
dateline-newsweek: New York (ADN). Zu den Verhandlungen in Bermuda über die Differenzen zwischen den Westmächten schreibt die Zeitschrift „Newsweek“. [386,238,476,256]
body-text: sich nicht nur die kommunistischen Länder, sondern auch die Arbeiter und Bauern und alle fortschrittlichen Menschen in Westdeutschland für die friedliche Wiedervereinigung Deutschlands einsetzen, damit ein einheitliches, friedliebendes und demokratisches Deutschland geschaffen wird und die Verständigung der Völker gesichert bleibt. [310,744,402,779]
headline-weltkongress: Eindrücke vom Weltkongreß der Frauen [62,812,333,826]
paper-name: NEUES DEUTSCHLAND [106,1048,169,1054]
body-text: sich nicht nur die kommunistischen Länder, sondern auch die Arbeiter und Bauern und alle fortschrittlichen Menschen [675,792,760,806]
body-text: sich nicht nur die kommunistischen Länder, sondern auch die Arbeiter und Bauern und alle fortschrittlichen Menschen in Westdeutschland für die friedliche Wiedervereinigung Deutschlands einsetzen, damit ein einheitliches, friedliebendes und demokratisches Deutschland geschaffen wird und die Verständigung der Völker gesichert bleibt. [480,451,571,486]
body-text: sich nicht nur die kommunistischen Länder, sondern auch die Arbeiter und Bauern und alle fortschrittlichen Menschen in Westdeutschland für die friedliche Wiedervereinigung Deutschlands einsetzen, damit ein einheitliches, friedliebendes und demokratisches Deutschland geschaffen wird und die Verständigung der Völker gesichert bleibt. [675,753,760,793]
body-text: sich nicht nur die kommunistischen Länder, sondern auch die Arbeiter und Bauern und alle fortschrittlichen Menschen in Westdeutschland für die friedliche Wiedervereinigung Deutschlands einsetzen, damit ein einheitliches, friedliebendes und demokratisches Deutschland geschaffen wird und die Verständigung der Völker gesichert bleibt. [386,359,476,395]
body-text: sich nicht nur die kommunistischen Länder, sondern auch die Arbeiter und Bauern und alle fortschrittlichen Menschen in Westdeutschland für die friedliche Wiedervereinigung Deutschlands einsetzen, damit ein einheitliches, friedliebendes und demokratisches Deutschland geschaffen wird und die Verständigung der Völker gesichert bleibt. [214,746,306,782]
body-text: sich nicht nur die kommunistischen Länder, sondern auch die Arbeiter und Bauern und alle fortschrittlichen Menschen in Westdeutschland für die friedliche Wiedervereinigung Deutschlands einsetzen, damit ein einheitliches, geschaffen wird und die Verständigung der [118,781,210,812]
body-text: sich nicht nur die kommunistischen Länder, sondern auch die Arbeiter und Bauern und alle fortschrittlichen Menschen in Westdeutschland für die friedliche Wiedervereinigung Deutschlands einsetzen, damit ein einheitliches, friedliebendes und demokratisches Deutschland geschaffen wird und die Verständigung der Völker gesichert bleibt. [214,642,306,677]
body-text: sich nicht nur die kommunistischen Länder, sondern auch die Arbeiter und Bauern und alle fortschrittlichen Menschen in Westdeutschland für die friedliche Wiedervereinigung [480,520,571,538]
body-text: sich nicht nur die kommunistischen Länder, sondern auch die Arbeiter und Bauern und alle fortschrittlichen Menschen in Westdeutschland für die friedliche Wiedervereinigung Deutschlands einsetzen, damit ein einheitliches, friedliebendes und demokratisches Deutschland geschaffen wird und die Verständigung der Völker gesichert bleibt. [300,342,376,386]
body-text: sich nicht nur die kommunistischen Länder, sondern auch die Arbeiter und Bauern und alle fortschrittlichen Menschen in Westdeutschland für die friedliche Wiedervereinigung Deutschlands einsetzen, damit ein einheitliches, friedliebendes und demokratisches Deutschland geschaffen wird und die Verständigung der Völker gesichert bleibt. [201,447,287,487]
body-text: sich nicht nur die kommunistischen Länder, [392,533,476,538]
byline-weltkongress: Von Phyllis Rosner [338,816,414,825]
body-text: sich nicht nur die kommunistischen Länder, sondern auch die Arbeiter und Bauern und alle fortschrittlichen Menschen in Westdeutschland für die friedliche Wiedervereinigung Deutschlands einsetzen, damit ein einheitliches, friedliebendes und demokratisches Deutschland geschaffen wird und die Verständigung der Völker gesichert bleibt. [497,597,582,636]
body-text: sich nicht nur die kommunistischen Länder, sondern auch die Arbeiter und Bauern und alle fortschrittlichen Menschen in Westdeutschland für die friedliche Wiedervereinigung Deutschlands einsetzen, damit ein einheitliches, friedliebendes und demokratisches Deutschland geschaffen wird und die Verständigung der Völker gesichert bleibt. [480,377,571,412]
body-text: sich nicht nur die kommunistischen Länder, sondern auch die Arbeiter und Bauern und alle fortschrittlichen Menschen in [111,525,197,539]
dateline-ddr: Bonn (Eig. Ber.). Die Beschlüsse des Politbüros des ZK der SED und des Ministerrats der Deutschen Demokratischen Republik stehen weiterhin im Mittelpunkt der westdeutschen Bürgerlichen Presse. [22,369,107,391]
body-text: sich nicht nur die kommunistischen Länder, sondern auch die Arbeiter und Bauern und alle fortschrittlichen Menschen in Westdeutschland für die friedliche Wiedervereinigung Deutschlands einsetzen, damit ein einheitliches, friedliebendes und demokratisches Deutschland geschaffen wird und die Verständigung der Völker gesichert [111,277,197,312]
headline-reimann: Max Reimann übergab der Öffentlichkeit eine bedeutsame Erklärung der KPD zur Wiedervereinigung [35,21,272,79]
body-text: sich nicht nur die kommunistischen Länder, sondern auch die Arbeiter und Bauern und alle fortschrittlichen Menschen in Westdeutschland für die friedliche Wiedervereinigung Deutschlands einsetzen, damit ein einheitliches, friedliebendes und demokratisches Deutschland geschaffen wird und die Verständigung der Völker gesichert [201,277,287,312]
body-text: sich nicht nur die kommunistischen Länder, sondern auch die Arbeiter und Bauern und alle fortschrittlichen Menschen in Westdeutschland für die friedliche Wiedervereinigung Deutschlands einsetzen, damit ein einheitliches, friedliebendes und demokratisches Deutschland geschaffen wird und die Verständigung der Völker gesichert bleibt. [300,495,376,539]
body-text: sich nicht nur die kommunistischen Länder, sondern auch die Arbeiter und Bauern und alle fortschrittlichen Menschen in Westdeutschland für die friedliche Wiedervereinigung [575,520,666,538]
body-text: sich nicht nur die kommunistischen Länder, sondern auch die Arbeiter und Bauern und alle fortschrittlichen Menschen in Westdeutschland für die friedliche Wiedervereinigung Deutschlands einsetzen, damit ein einheitliches, friedliebendes und demokratisches Deutschland geschaffen wird und die Verständigung der Völker gesichert bleibt. [670,377,760,412]
body-text: sich nicht nur die kommunistischen Länder, sondern auch die Arbeiter und Bauern und alle fortschrittlichen Menschen in Westdeutschland für die friedliche Wiedervereinigung Deutschlands einsetzen, damit ein einheitliches, friedliebendes und demokratisches Deutschland geschaffen wird und die Verständigung der Völker gesichert bleibt. [658,860,760,891]
article-nyt [386,438,760,543]
body-text: sich nicht nur die kommunistischen Länder, sondern auch die Arbeiter und Bauern und alle fortschrittlichen Menschen in Westdeutschland für die friedliche Wiedervereinigung Deutschlands einsetzen, damit ein einheitliches, friedliebendes und demokratisches Deutschland geschaffen wird und die Verständigung der Völker gesichert bleibt. [586,753,671,793]
dateline-nyt: New York (Eig. Ber.). Das Wachsen der antiamerikanischen Stimmung in Europa wird in der „New York Times“ ausführlich behandelt. [386,451,476,465]
body-text: sich nicht nur die kommunistischen Länder, sondern auch die Arbeiter und Bauern und alle fortschrittlichen Menschen in Westdeutschland für die friedliche Wiedervereinigung Deutschlands einsetzen, damit ein einheitliches, friedliebendes und demokratisches Deutschland geschaffen wird und die Verständigung der Völker gesichert bleibt. [675,714,760,754]
body-text: sich nicht nur die kommunistischen Länder, sondern auch die Arbeiter und Bauern und alle fortschrittlichen Menschen in Westdeutschland für die friedliche Wiedervereinigung Deutschlands einsetzen, damit ein einheitliches, friedliebendes und demokratisches Deutschland geschaffen wird und die Verständigung der Völker gesichert bleibt. [552,890,654,921]
article-weltkongress [22,812,760,1050]
body-text: sich nicht nur die kommunistischen Länder, sondern auch die Arbeiter und Bauern und alle fortschrittlichen Menschen in Westdeutschland für die friedliche Wiedervereinigung Deutschlands einsetzen, damit ein einheitliches, friedliebendes und demokratisches Deutschland geschaffen wird und die Verständigung der Völker gesichert bleibt. [575,307,666,342]
body-text: sich nicht nur die kommunistischen Länder, sondern auch die Arbeiter und Bauern und alle fortschrittlichen Menschen in Westdeutschland für die friedliche Wiedervereinigung Deutschlands einsetzen, damit ein einheitliches, friedliebendes und demokratisches Deutschland geschaffen wird und die Verständigung der Völker gesichert bleibt. [408,571,493,610]
dateline-weltkongress: Der Weltkongreß der Frauen, der vom 5. bis 10. Juni in Kopenhagen tagte, hat gezeigt, daß die Frauen der ganzen Welt den Frieden wollen und bereit sind, für ihn zu kämpfen. [22,830,124,848]
body-text: sich nicht nur die kommunistischen Länder, sondern auch die Arbeiter und Bauern und alle fortschrittlichen Menschen in Westdeutschland für die friedliche Wiedervereinigung Deutschlands einsetzen, damit ein einheitliches, friedliebendes und demokratisches Deutschland geschaffen wird und die Verständigung der Völker gesichert bleibt. [118,573,210,608]
dateline-volksrepubliken: Peking (ADN). Die Werktätigen der Volksrepublik China haben im Mai alle Planaufgaben erfüllt und überboten. [408,558,493,571]
body-text: sich nicht nur die kommunistischen Länder, sondern auch die Arbeiter und Bauern und alle fortschrittlichen Menschen in Westdeutschland für die friedliche Wiedervereinigung Deutschlands einsetzen, damit ein einheitliches, friedliebendes und demokratisches Deutschland geschaffen wird und die Verständigung der Völker gesichert bleibt. [610,143,683,187]
body-text: sich nicht nur die kommunistischen Länder, sondern auch die Arbeiter und Bauern und alle fortschrittlichen Menschen in Westdeutschland für die friedliche Wiedervereinigung Deutschlands einsetzen, damit ein einheitliches, friedliebendes und demokratisches Deutschland geschaffen wird und die Verständigung der Völker gesichert bleibt. [455,143,528,187]
body-text: sich nicht nur die kommunistischen Länder, sondern auch die Arbeiter und Bauern und alle fortschrittlichen Menschen in Westdeutschland für die friedliche Wiedervereinigung Deutschlands einsetzen, damit ein einheitliches, friedliebendes und demokratisches Deutschland geschaffen wird und die Verständigung der Völker gesichert bleibt. [201,121,287,160]
body-text: sich nicht nur die kommunistischen Länder, sondern auch die Arbeiter und Bauern und alle fortschrittlichen Menschen in Westdeutschland für die friedliche Wiedervereinigung Deutschlands einsetzen, damit ein einheitliches, friedliebendes und [687,187,760,218]
body-text: sich nicht nur die kommunistischen Länder, sondern auch die Arbeiter und Bauern und alle fortschrittlichen Menschen in Westdeutschland für die friedliche Wiedervereinigung Deutschlands einsetzen, damit ein einheitliches, friedliebendes und demokratisches Deutschland geschaffen wird und die Verständigung der Völker gesichert bleibt. [111,160,197,199]
body-text: sich nicht nur die kommunistischen Länder, sondern auch die Arbeiter und Bauern und alle fortschrittlichen Menschen in Westdeutschland für die friedliche Wiedervereinigung Deutschlands einsetzen, damit ein einheitliches, friedliebendes und demokratisches Deutschland geschaffen wird und die Verständigung der Völker gesichert bleibt. [300,283,376,327]
body-text: sich nicht nur die kommunistischen Länder, sondern auch die Arbeiter und Bauern und alle fortschrittlichen Menschen in Westdeutschland für die friedliche Wiedervereinigung Deutschlands einsetzen, damit ein einheitliches, friedliebendes und demokratisches Deutschland geschaffen wird und die Verständigung der Völker gesichert bleibt. [111,82,197,121]
body-text: sich nicht nur die kommunistischen Länder, sondern auch die Arbeiter und Bauern und alle fortschrittlichen Menschen in Westdeutschland für die friedliche Wiedervereinigung Deutschlands einsetzen, damit ein einheitliches, friedliebendes und demokratisches Deutschland geschaffen wird und die Verständigung der Völker gesichert bleibt. [22,391,107,431]
body-text: sich nicht nur die kommunistischen Länder, sondern auch die Arbeiter und Bauern und alle fortschrittlichen Menschen in Westdeutschland für die friedliche Wiedervereinigung Deutschlands einsetzen, damit ein einheitliches, friedliebendes und demokratisches Deutschland geschaffen wird und die Verständigung der Völker gesichert bleibt. [480,238,571,273]
body-text: sich nicht nur die kommunistischen Länder, sondern auch die Arbeiter und Bauern und alle fortschrittlichen Menschen in Westdeutschland für die friedliche Wiedervereinigung Deutschlands einsetzen, damit ein einheitliches, friedliebendes und demokratisches Deutschland geschaffen wird und die Verständigung der Völker gesichert bleibt. [340,830,442,861]
headline-nyt: „New York Times“ über Antiamerikanismus in Europa besorgt [405,437,741,448]
body-text: sich nicht nur die kommunistischen Länder, sondern auch die Arbeiter und Bauern und alle fortschrittlichen Menschen in Westdeutschland für die friedliche Wiedervereinigung Deutschlands einsetzen, damit ein einheitliches, friedliebendes und demokratisches Deutschland geschaffen wird und die Verständigung der Völker gesichert bleibt. [128,921,230,952]
body-text: sich nicht nur die kommunistischen Länder, sondern auch die Arbeiter und Bauern und alle fortschrittlichen Menschen in Westdeutschland für die friedliche Wiedervereinigung Deutschlands einsetzen, damit ein einheitliches, friedliebendes und demokratisches Deutschland geschaffen wird und die Verständigung der Völker gesichert bleibt. [22,586,114,621]
body-text: sich nicht nur die kommunistischen Länder, sondern auch die Arbeiter und Bauern und alle fortschrittlichen Menschen in Westdeutschland für die friedliche Wiedervereinigung Deutschlands einsetzen, damit ein einheitliches, friedliebendes und demokratisches Deutschland geschaffen wird und die Verständigung der Völker gesichert bleibt. [300,451,376,495]
body-text: sich nicht nur die kommunistischen Länder, sondern auch die Arbeiter und Bauern und alle fortschrittlichen Menschen in Westdeutschland für die friedliche Wiedervereinigung Deutschlands einsetzen, damit ein einheitliches, friedliebendes und demokratisches Deutschland geschaffen wird und die Verständigung der Völker gesichert bleibt. [446,921,548,952]
dateline-eifel: Mainz (ADN). Die mit Beginn der Ernteperiode erwartete Anlage eines Truppenübungsplatzes in der Eifel ist vorerst verhindert worden. [22,573,114,586]
body-text: sich nicht nur die kommunistischen Länder, sondern auch die Arbeiter und Bauern und alle fortschrittlichen Menschen in Westdeutschland für die friedliche Wiedervereinigung Deutschlands einsetzen, damit ein einheitliches, friedliebendes und [300,187,373,218]
body-text: sich nicht nur die kommunistischen Länder, sondern auch die Arbeiter und Bauern und alle fortschrittlichen Menschen in Westdeutschland für die friedliche Wiedervereinigung Deutschlands einsetzen, damit ein einheitliches, friedliebendes und demokratisches Deutschland geschaffen wird und die Verständigung der Völker gesichert bleibt. [532,143,605,187]
body-text: sich nicht nur die kommunistischen Länder, sondern auch die Arbeiter und Bauern und alle fortschrittlichen Menschen in Westdeutschland für die friedliche Wiedervereinigung Deutschlands einsetzen, damit ein einheitliches, friedliebendes und demokratisches Deutschland geschaffen wird und die Verständigung der Völker gesichert bleibt. [675,636,760,675]
body-text: sich nicht nur die kommunistischen Länder, sondern auch die Arbeiter und Bauern und alle fortschrittlichen Menschen in Westdeutschland für die friedliche Wiedervereinigung Deutschlands einsetzen, damit ein einheitliches, friedliebendes und demokratisches Deutschland geschaffen wird und die Verständigung der Völker gesichert bleibt. [408,610,493,649]
body-text: sich nicht nur die kommunistischen Länder, sondern auch die Arbeiter und Bauern und alle fortschrittlichen Menschen in Westdeutschland für die friedliche Wiedervereinigung Deutschlands einsetzen, damit ein einheitliches, friedliebendes und demokratisches Deutschland geschaffen wird und die Verständigung der Völker gesichert bleibt. [234,890,336,921]
body-text: sich nicht nur die kommunistischen Länder, sondern auch die Arbeiter und Bauern und alle fortschrittlichen Menschen in Westdeutschland für die friedliche Wiedervereinigung Deutschlands einsetzen, damit ein einheitliches, friedliebendes und demokratisches Deutschland geschaffen wird und die Verständigung der Völker gesichert bleibt. [408,766,493,806]
body-text: sich nicht nur die kommunistischen Länder, sondern auch die Arbeiter und Bauern und alle fortschrittlichen Menschen in Westdeutschland für die friedliche Wiedervereinigung Deutschlands einsetzen, damit ein einheitliches, friedliebendes und demokratisches Deutschland geschaffen wird und die Verständigung der Völker gesichert bleibt. [446,951,548,982]
body-text: sich nicht nur die kommunistischen Länder, sondern auch die Arbeiter und Bauern und alle fortschrittlichen Menschen in Westdeutschland für die friedliche Wiedervereinigung Deutschlands einsetzen, damit ein einheitliches, friedliebendes und demokratisches Deutschland geschaffen wird und die Verständigung der Völker gesichert bleibt. [670,486,760,521]
body-text: sich nicht nur die kommunistischen Länder, sondern auch die Arbeiter und Bauern und alle fortschrittlichen Menschen in Westdeutschland für die friedliche Wiedervereinigung Deutschlands einsetzen, damit ein einheitliches, friedliebendes und demokratisches Deutschland geschaffen wird und die Verständigung der Völker gesichert bleibt. [22,655,114,690]
body-text: sich nicht nur die kommunistischen Länder, sondern auch die Arbeiter und Bauern und alle fortschrittlichen Menschen in Westdeutschland für die friedliche Wiedervereinigung Deutschlands einsetzen, damit ein einheitliches, friedliebendes und demokratisches Deutschland geschaffen wird und die Verständigung der Völker gesichert bleibt. [658,951,760,982]
body-text: sich nicht nur die kommunistischen Länder, sondern auch die Arbeiter und [22,303,107,312]
subhead-ddr: Beschlüsse des Ministerrats der DDR weiterhin im Mittelpunkt des Interesses [40,360,268,367]
body-text: sich nicht nur die kommunistischen Länder, sondern auch die Arbeiter und Bauern und alle fortschrittlichen Menschen in Westdeutschland für die friedliche Wiedervereinigung Deutschlands einsetzen, damit ein einheitliches, friedliebendes und demokratisches Deutschland geschaffen wird und die Verständigung der Völker gesichert bleibt. [575,238,666,273]
issue-number: Nr. 140, Seite 2 [198,1048,242,1054]
body-text: sich nicht nur die kommunistischen Länder, sondern auch die Arbeiter und Bauern und alle fortschrittlichen Menschen in Westdeutschland für die friedliche Wiedervereinigung Deutschlands einsetzen, damit ein einheitliches, friedliebendes und demokratisches Deutschland geschaffen wird und die Verständigung der Völker gesichert bleibt. [480,307,571,342]
body-text: sich nicht nur die kommunistischen Länder, sondern auch die Arbeiter und Bauern und alle fortschrittlichen Menschen in Westdeutschland für die friedliche Wiedervereinigung Deutschlands einsetzen, damit ein einheitliches, friedliebendes und demokratisches Deutschland geschaffen wird und die Verständigung der Völker gesichert bleibt. [497,636,582,675]
subhead-stafette-jugend: Internationale Stafette der Jugend in Husfeld [303,226,373,238]
body-text: sich nicht nur die kommunistischen Länder, sondern auch die Arbeiter und Bauern und alle fortschrittlichen Menschen in Westdeutschland für die friedliche Wiedervereinigung Deutschlands einsetzen, damit ein einheitliches, friedliebendes und demokratisches Deutschland geschaffen wird und die Verständigung der Völker gesichert bleibt. [575,342,666,377]
body-text: sich nicht nur die kommunistischen Länder, sondern auch die Arbeiter und Bauern und alle fortschrittlichen Menschen in Westdeutschland für die friedliche Wiedervereinigung Deutschlands einsetzen, damit ein einheitliches, friedliebendes und demokratisches Deutschland geschaffen wird und die Verständigung der Völker gesichert bleibt. [552,921,654,952]
body-text: sich nicht nur die kommunistischen Länder, sondern auch die Arbeiter und Bauern und alle fortschrittlichen Menschen in Westdeutschland für die friedliche Wiedervereinigung Deutschlands einsetzen, damit ein einheitliches, friedliebendes und demokratisches Deutschland geschaffen wird und die Verständigung der Völker gesichert bleibt. [532,100,605,144]
body-text: sich nicht nur die kommunistischen Länder, sondern auch die Arbeiter und Bauern und alle fortschrittlichen Menschen in Westdeutschland für die friedliche Wiedervereinigung Deutschlands einsetzen, damit ein einheitliches, friedliebendes und demokratisches Deutschland geschaffen wird und die Verständigung der Völker gesichert bleibt. [22,225,107,265]
body-text: sich nicht nur die kommunistischen Länder, sondern auch die Arbeiter und Bauern und alle fortschrittlichen Menschen in Westdeutschland für die friedliche Wiedervereinigung Deutschlands einsetzen, damit ein einheitliches, friedliebendes und demokratisches Deutschland geschaffen wird und die Verständigung der Völker gesichert bleibt. [497,714,582,754]
